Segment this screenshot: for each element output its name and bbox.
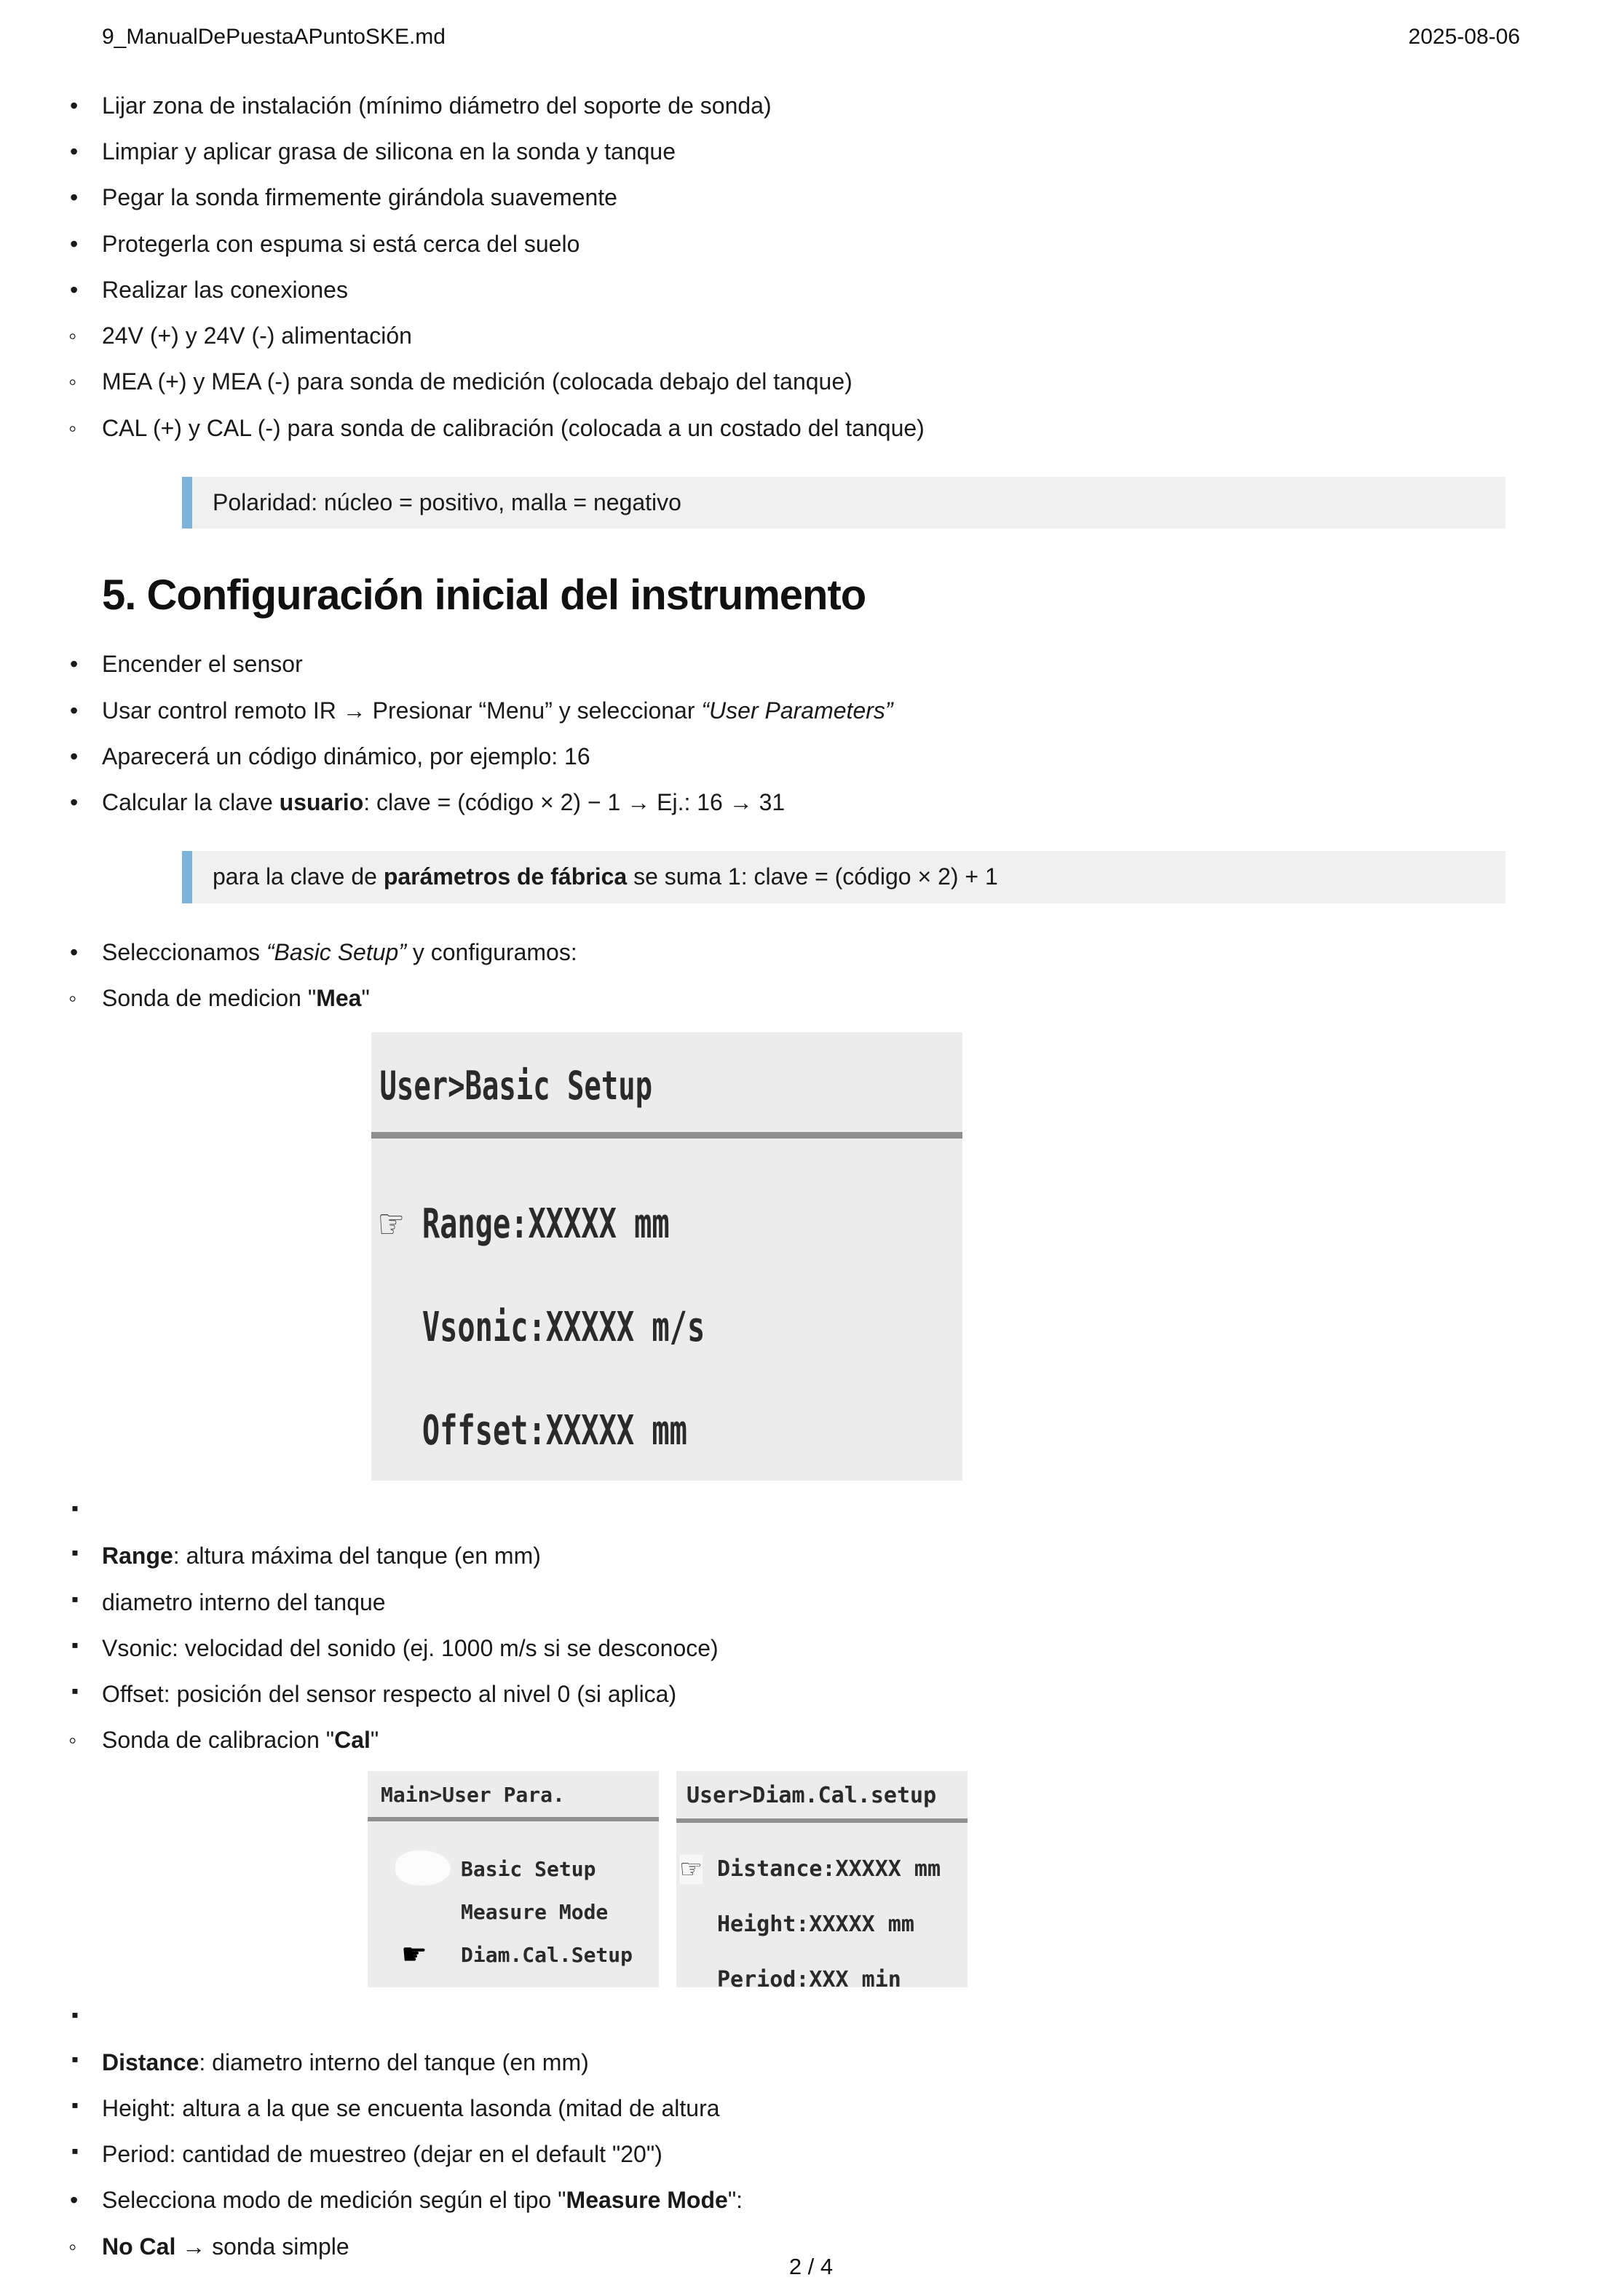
list-item: • Aparecerá un código dinámico, por ejemplo: 16 (102, 741, 1520, 772)
lcd-row-text: Height:XXXXX mm (717, 1912, 914, 1938)
list-item: • Lijar zona de instalación (mínimo diámetro del soporte de sonda) (102, 90, 1520, 121)
list-item: ▪ Distance: diametro interno del tanque (en mm) (102, 2047, 1520, 2078)
list-item: ◦ MEA (+) y MEA (-) para sonda de medición (colocada debajo del tanque) (102, 366, 1520, 397)
lcd-row-text: Distance:XXXXX mm (717, 1856, 941, 1883)
lcd-screenshot-basic-setup (371, 1032, 962, 1481)
range-sub-list (102, 1587, 1520, 1618)
note-blockquote-factory-key (182, 851, 1506, 903)
basic-setup-params-list-2 (102, 1633, 1520, 1709)
list-item: • Selecciona modo de medición según el tipo "Measure Mode": (102, 2185, 1520, 2215)
lcd-breadcrumb: User>Basic Setup (379, 1063, 653, 1109)
list-item: ◦ 24V (+) y 24V (-) alimentación (102, 320, 1520, 351)
lcd-divider (371, 1132, 962, 1139)
lcd-menu-label: Basic Setup (461, 1856, 596, 1881)
lcd-row-text: Period:XXX min (717, 1967, 901, 1987)
list-item: ▪ Height: altura a la que se encuenta lasonda (mitad de altura (102, 2093, 1520, 2123)
lcd-row (371, 1379, 797, 1481)
basic-setup-params-list (102, 1496, 1520, 1571)
lcd-panel-user-para (368, 1771, 659, 1987)
list-item: • Usar control remoto IR → Presionar “Menu” y seleccionar “User Parameters” (102, 695, 1520, 726)
document-footer (0, 2254, 1622, 2280)
lcd-menu-item (368, 1933, 659, 1976)
list-item: ▪ Range: altura máxima del tanque (en mm) (102, 1540, 1520, 1571)
basic-setup-list (102, 937, 1520, 967)
list-item: • Limpiar y aplicar grasa de silicona en la sonda y tanque (102, 136, 1520, 167)
cal-setup-params-list (102, 2003, 1520, 2170)
mea-probe-list (102, 983, 1520, 1013)
initial-config-list (102, 649, 1520, 818)
document-filename: 9_ManualDePuestaAPuntoSKE.md (102, 25, 446, 49)
lcd-panel-diam-cal (676, 1771, 968, 1987)
lcd-menu (368, 1848, 659, 1976)
list-item: ◦ Sonda de medicion "Mea" (102, 983, 1520, 1013)
cal-probe-list (102, 1725, 1520, 1755)
lcd-menu-item (368, 1891, 659, 1933)
lcd-row (676, 1842, 968, 1897)
list-item: ◦ Sonda de calibracion "Cal" (102, 1725, 1520, 1755)
pointer-hand-filled-icon: ☛ (401, 1938, 427, 1972)
measure-mode-list (102, 2185, 1520, 2215)
section-heading: 5. Configuración inicial del instrumento (102, 571, 866, 619)
lcd-screenshot-cal-setup (368, 1771, 1520, 1987)
list-item (102, 1496, 1520, 1525)
list-item: ▪ Vsonic: velocidad del sonido (ej. 1000 m/s si se desconoce) (102, 1633, 1520, 1663)
lcd-menu-label: Measure Mode (461, 1899, 609, 1924)
lcd-row (371, 1275, 797, 1379)
document-date: 2025-08-06 (1408, 25, 1520, 49)
lcd-breadcrumb: Main>User Para. (381, 1782, 565, 1807)
list-item: • Pegar la sonda firmemente girándola suavemente (102, 182, 1520, 213)
list-item: • Protegerla con espuma si está cerca del suelo (102, 229, 1520, 259)
note-text: para la clave de parámetros de fábrica se suma 1: clave = (código × 2) + 1 (213, 863, 998, 890)
lcd-row (676, 1897, 968, 1952)
list-item: • Seleccionamos “Basic Setup” y configuramos: (102, 937, 1520, 967)
list-item: ◦ No Cal → sonda simple (102, 2231, 1520, 2262)
lcd-rows (676, 1842, 968, 1987)
note-blockquote-polarity (182, 477, 1506, 529)
lcd-menu-item (368, 1848, 659, 1891)
document-header (102, 25, 1520, 50)
lcd-row (676, 1952, 968, 1987)
list-item: ▪ Offset: posición del sensor respecto al nivel 0 (si aplica) (102, 1679, 1520, 1709)
page-number: 2 / 4 (788, 2254, 834, 2279)
list-item: ▪ diametro interno del tanque (102, 1587, 1520, 1618)
lcd-divider (368, 1817, 659, 1821)
list-item: ▪ Period: cantidad de muestreo (dejar en el default "20") (102, 2139, 1520, 2169)
install-steps-list (102, 90, 1520, 305)
connections-list (102, 320, 1520, 443)
list-item: • Realizar las conexiones (102, 274, 1520, 305)
pointer-hand-icon: ☞ (377, 1199, 406, 1249)
lcd-row-text: Vsonic:XXXXX m/s (422, 1303, 705, 1351)
note-text: Polaridad: núcleo = positivo, malla = negativo (213, 488, 681, 515)
lcd-row (371, 1172, 797, 1275)
lcd-menu-label: Diam.Cal.Setup (461, 1942, 633, 1967)
lcd-divider (676, 1818, 968, 1823)
lcd-breadcrumb: User>Diam.Cal.setup (687, 1782, 937, 1808)
lcd-rows (371, 1139, 962, 1481)
lcd-row-text: Range:XXXXX mm (422, 1200, 670, 1248)
list-item (102, 2003, 1520, 2032)
lcd-row-text: Offset:XXXXX mm (422, 1406, 687, 1454)
list-item: ◦ CAL (+) y CAL (-) para sonda de calibración (colocada a un costado del tanque) (102, 413, 1520, 443)
cursor-ghost (395, 1850, 451, 1885)
list-item: • Encender el sensor (102, 649, 1520, 679)
list-item: • Calcular la clave usuario: clave = (código × 2) − 1 → Ej.: 16 → 31 (102, 787, 1520, 818)
pointer-hand-icon: ☞ (679, 1854, 703, 1885)
